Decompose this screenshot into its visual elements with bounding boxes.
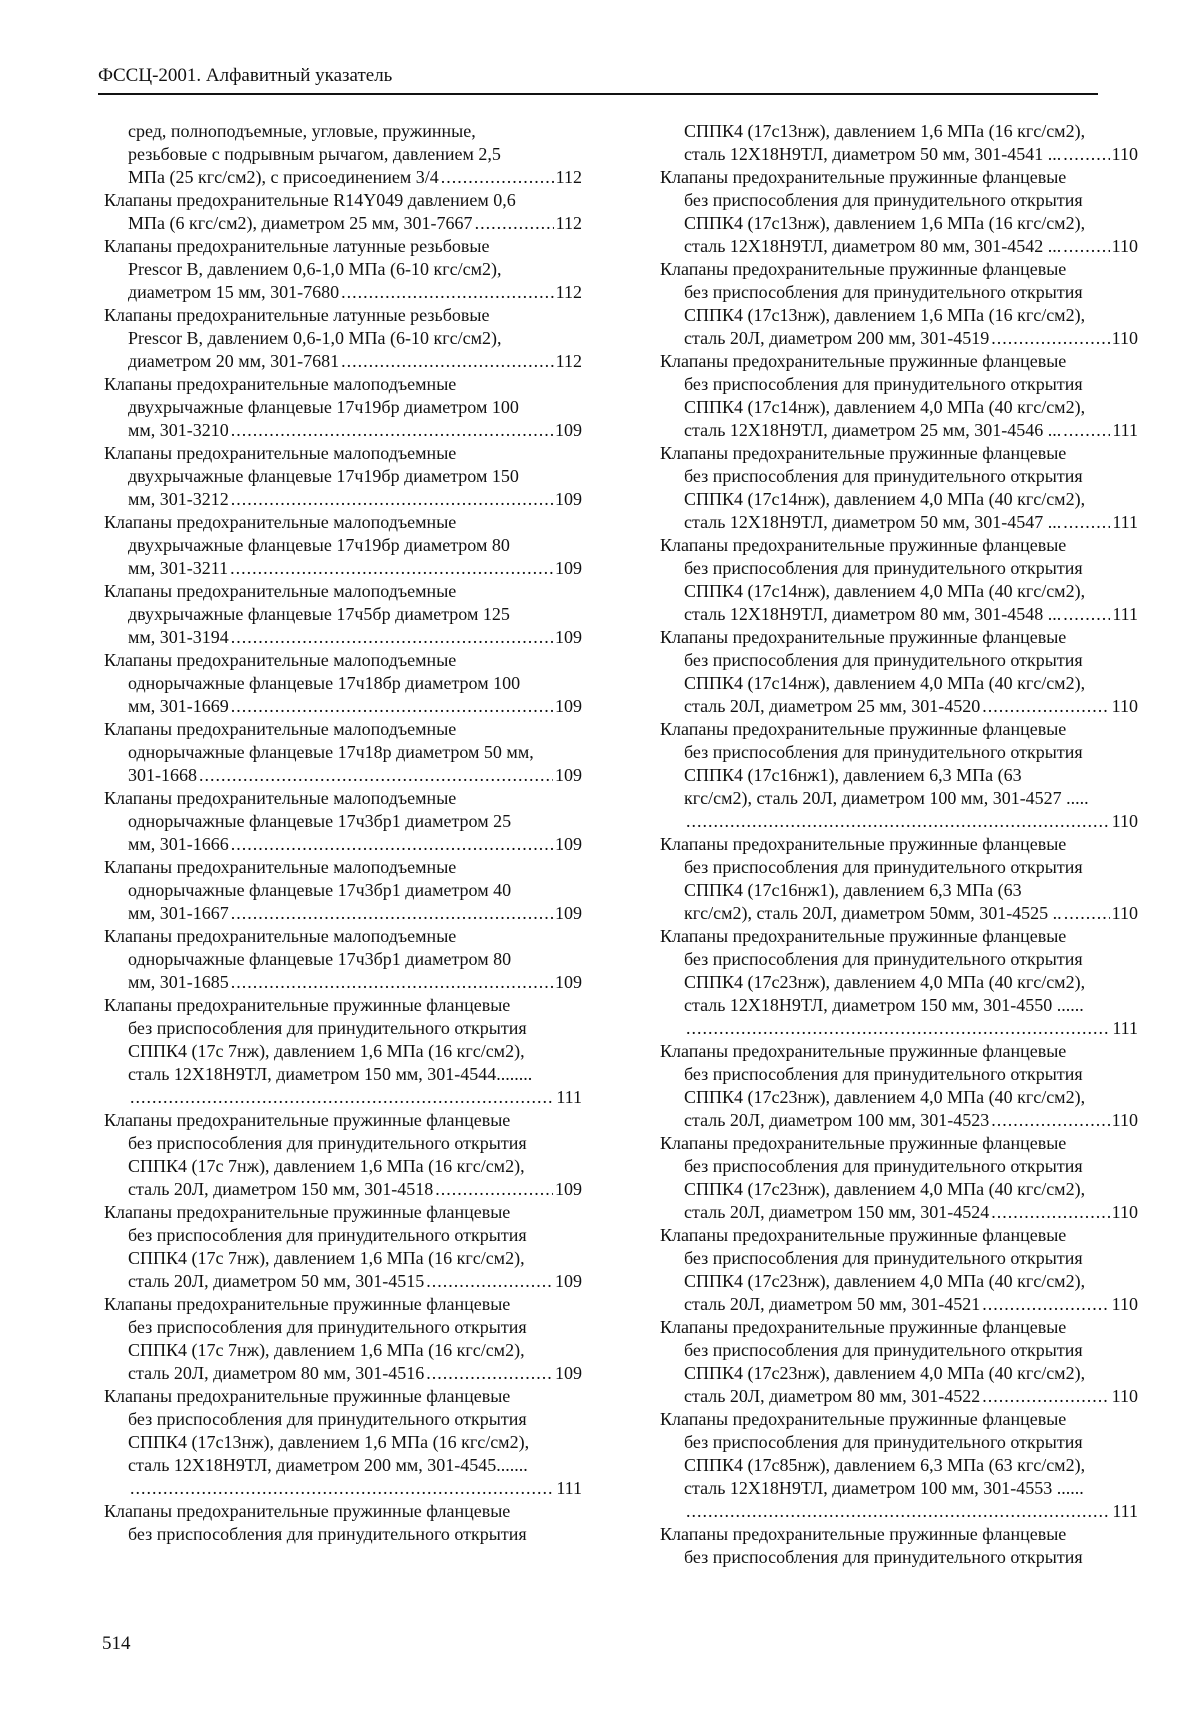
leader-dots — [341, 281, 554, 304]
entry-text: сталь 20Л, диаметром 150 мм, 301-4524 — [684, 1202, 990, 1222]
entry-page-number: 111 — [556, 1087, 582, 1107]
entry-line: Клапаны предохранительные пружинные фланцевые — [660, 1317, 1067, 1337]
entry-line-with-page — [104, 281, 582, 304]
entry-page-number: 109 — [555, 765, 582, 785]
leader-dots — [686, 810, 1110, 833]
index-entry — [660, 166, 1138, 258]
entry-line-with-page — [660, 235, 1138, 258]
entry-line: без приспособления для принудительного открытия — [684, 1156, 1083, 1176]
entry-line: СППК4 (17с 7нж), давлением 1,6 МПа (16 кгс/см2), — [128, 1041, 525, 1061]
entry-line: двухрычажные фланцевые 17ч19бр диаметром 100 — [128, 397, 519, 417]
entry-page-number: 112 — [555, 351, 582, 371]
entry-line-with-page — [660, 695, 1138, 718]
entry-text: мм, 301-1666 — [128, 834, 229, 854]
entry-page-number: 109 — [555, 420, 582, 440]
leader-dots — [231, 488, 553, 511]
entry-line-with-page — [104, 1086, 582, 1109]
leader-dots — [230, 557, 553, 580]
index-entry — [660, 1224, 1138, 1316]
entry-text: сталь 12Х18Н9ТЛ, диаметром 50 мм, 301-4541 ... — [684, 144, 1062, 164]
entry-text: сталь 20Л, диаметром 80 мм, 301-4522 — [684, 1386, 981, 1406]
entry-page-number: 110 — [1111, 903, 1138, 923]
index-column-right — [660, 120, 1138, 1569]
leader-dots — [686, 1500, 1110, 1523]
entry-line: Клапаны предохранительные пружинные фланцевые — [660, 1524, 1067, 1544]
leader-dots — [426, 1362, 553, 1385]
index-entry — [104, 718, 582, 787]
entry-page-number: 109 — [555, 627, 582, 647]
entry-line: Клапаны предохранительные малоподъемные — [104, 857, 457, 877]
entry-line: СППК4 (17с85нж), давлением 6,3 МПа (63 кгс/см2), — [684, 1455, 1086, 1475]
entry-line: однорычажные фланцевые 17ч3бр1 диаметром 40 — [128, 880, 512, 900]
entry-line: без приспособления для принудительного открытия — [128, 1524, 527, 1544]
entry-page-number: 111 — [1112, 604, 1138, 624]
entry-line: Клапаны предохранительные малоподъемные — [104, 512, 457, 532]
entry-line: без приспособления для принудительного открытия — [684, 1432, 1083, 1452]
index-entry — [104, 580, 582, 649]
entry-line: однорычажные фланцевые 17ч18бр диаметром 100 — [128, 673, 521, 693]
entry-line: Клапаны предохранительные пружинные фланцевые — [660, 167, 1067, 187]
index-entry — [104, 304, 582, 373]
index-entry — [660, 1132, 1138, 1224]
leader-dots — [231, 626, 553, 649]
entry-text: сталь 20Л, диаметром 150 мм, 301-4518 — [128, 1179, 434, 1199]
entry-line-with-page — [660, 1109, 1138, 1132]
entry-line: Клапаны предохранительные пружинные фланцевые — [104, 1386, 511, 1406]
entry-page-number: 110 — [1111, 236, 1138, 256]
entry-line-with-page — [104, 626, 582, 649]
entry-line: без приспособления для принудительного открытия — [684, 857, 1083, 877]
entry-line: Клапаны предохранительные пружинные фланцевые — [104, 1202, 511, 1222]
entry-text: МПа (25 кгс/см2), с присоединением 3/4 — [128, 167, 439, 187]
header-rule — [98, 93, 1098, 95]
entry-line: кгс/см2), сталь 20Л, диаметром 100 мм, 301-4527 ..... — [684, 788, 1089, 808]
entry-line: Клапаны предохранительные пружинные фланцевые — [660, 834, 1067, 854]
entry-line: СППК4 (17с13нж), давлением 1,6 МПа (16 кгс/см2), — [128, 1432, 530, 1452]
index-entry — [104, 442, 582, 511]
index-entry — [104, 787, 582, 856]
entry-page-number: 109 — [555, 972, 582, 992]
entry-line: СППК4 (17с13нж), давлением 1,6 МПа (16 кгс/см2), — [684, 213, 1086, 233]
entry-page-number: 110 — [1111, 811, 1138, 831]
index-entry — [104, 189, 582, 235]
entry-line: Клапаны предохранительные пружинные фланцевые — [104, 995, 511, 1015]
leader-dots — [231, 971, 553, 994]
entry-line-with-page — [104, 1477, 582, 1500]
entry-text: сталь 20Л, диаметром 25 мм, 301-4520 — [684, 696, 981, 716]
leader-dots — [1064, 902, 1110, 925]
index-entry — [660, 718, 1138, 833]
entry-line: без приспособления для принудительного открытия — [684, 190, 1083, 210]
entry-line-with-page — [104, 488, 582, 511]
entry-text: сталь 20Л, диаметром 80 мм, 301-4516 — [128, 1363, 425, 1383]
page-number: 514 — [102, 1633, 131, 1654]
entry-line-with-page — [104, 350, 582, 373]
entry-line: СППК4 (17с14нж), давлением 4,0 МПа (40 кгс/см2), — [684, 673, 1086, 693]
entry-line: СППК4 (17с14нж), давлением 4,0 МПа (40 кгс/см2), — [684, 581, 1086, 601]
entry-line: Prescor B, давлением 0,6-1,0 МПа (6-10 кгс/см2), — [128, 328, 502, 348]
entry-page-number: 111 — [1112, 420, 1138, 440]
entry-page-number: 111 — [1112, 512, 1138, 532]
entry-line-with-page — [104, 902, 582, 925]
leader-dots — [475, 212, 554, 235]
leader-dots — [1063, 511, 1110, 534]
leader-dots — [982, 1293, 1109, 1316]
entry-line: без приспособления для принудительного открытия — [684, 1547, 1083, 1567]
entry-line: Клапаны предохранительные R14Y049 давлением 0,6 — [104, 190, 516, 210]
entry-line: однорычажные фланцевые 17ч3бр1 диаметром 25 — [128, 811, 512, 831]
entry-line: без приспособления для принудительного открытия — [128, 1409, 527, 1429]
index-entry — [104, 1385, 582, 1500]
entry-line: без приспособления для принудительного открытия — [128, 1317, 527, 1337]
index-entry — [104, 373, 582, 442]
entry-line: без приспособления для принудительного открытия — [684, 1064, 1083, 1084]
entry-line: Клапаны предохранительные пружинные фланцевые — [660, 259, 1067, 279]
entry-line: Клапаны предохранительные пружинные фланцевые — [660, 1133, 1067, 1153]
entry-page-number: 110 — [1111, 1386, 1138, 1406]
entry-line: Клапаны предохранительные пружинные фланцевые — [104, 1294, 511, 1314]
entry-line-with-page — [660, 511, 1138, 534]
leader-dots — [686, 1017, 1110, 1040]
entry-line: СППК4 (17с14нж), давлением 4,0 МПа (40 кгс/см2), — [684, 397, 1086, 417]
entry-line: Клапаны предохранительные латунные резьбовые — [104, 305, 490, 325]
index-entry — [660, 120, 1138, 166]
entry-page-number: 109 — [555, 834, 582, 854]
entry-line-with-page — [104, 1178, 582, 1201]
entry-line: без приспособления для принудительного открытия — [684, 282, 1083, 302]
entry-line-with-page — [660, 603, 1138, 626]
leader-dots — [991, 327, 1109, 350]
entry-line-with-page — [660, 1201, 1138, 1224]
index-entry — [104, 511, 582, 580]
entry-line-with-page — [660, 143, 1138, 166]
entry-line: двухрычажные фланцевые 17ч19бр диаметром 150 — [128, 466, 519, 486]
entry-page-number: 109 — [555, 558, 582, 578]
leader-dots — [1063, 419, 1110, 442]
entry-text: сталь 12Х18Н9ТЛ, диаметром 80 мм, 301-4542 ... — [684, 236, 1062, 256]
entry-line: сталь 12Х18Н9ТЛ, диаметром 200 мм, 301-4545....... — [128, 1455, 528, 1475]
entry-page-number: 111 — [1112, 1018, 1138, 1038]
entry-page-number: 110 — [1111, 328, 1138, 348]
running-header: ФССЦ-2001. Алфавитный указатель — [98, 65, 393, 86]
entry-line: двухрычажные фланцевые 17ч19бр диаметром 80 — [128, 535, 510, 555]
index-entry — [104, 994, 582, 1109]
entry-text: сталь 20Л, диаметром 50 мм, 301-4515 — [128, 1271, 425, 1291]
entry-line: Клапаны предохранительные малоподъемные — [104, 788, 457, 808]
entry-line-with-page — [660, 1385, 1138, 1408]
index-entry — [104, 925, 582, 994]
leader-dots — [130, 1086, 554, 1109]
entry-text: сталь 12Х18Н9ТЛ, диаметром 50 мм, 301-4547 ... — [684, 512, 1062, 532]
entry-line-with-page — [104, 1362, 582, 1385]
leader-dots — [441, 166, 554, 189]
entry-text: мм, 301-3212 — [128, 489, 229, 509]
leader-dots — [199, 764, 553, 787]
entry-text: мм, 301-1685 — [128, 972, 229, 992]
index-entry — [660, 1040, 1138, 1132]
index-entry — [104, 120, 582, 189]
entry-page-number: 111 — [1112, 1501, 1138, 1521]
index-entry — [660, 833, 1138, 925]
index-entry — [104, 1201, 582, 1293]
leader-dots — [991, 1109, 1109, 1132]
index-entry — [104, 1293, 582, 1385]
index-entry — [104, 649, 582, 718]
index-entry — [660, 1316, 1138, 1408]
leader-dots — [231, 695, 553, 718]
leader-dots — [991, 1201, 1109, 1224]
entry-line-with-page — [660, 327, 1138, 350]
entry-page-number: 110 — [1111, 1294, 1138, 1314]
entry-page-number: 112 — [555, 167, 582, 187]
entry-text: мм, 301-3210 — [128, 420, 229, 440]
entry-line: СППК4 (17с23нж), давлением 4,0 МПа (40 кгс/см2), — [684, 1271, 1086, 1291]
entry-text: мм, 301-3194 — [128, 627, 229, 647]
entry-line: СППК4 (17с23нж), давлением 4,0 МПа (40 кгс/см2), — [684, 1087, 1086, 1107]
entry-line: без приспособления для принудительного открытия — [684, 466, 1083, 486]
entry-page-number: 109 — [555, 696, 582, 716]
entry-line: СППК4 (17с23нж), давлением 4,0 МПа (40 кгс/см2), — [684, 972, 1086, 992]
entry-text: МПа (6 кгс/см2), диаметром 25 мм, 301-7667 — [128, 213, 473, 233]
entry-text: мм, 301-3211 — [128, 558, 229, 578]
entry-line-with-page — [104, 557, 582, 580]
leader-dots — [982, 1385, 1109, 1408]
entry-text: 301-1668 — [128, 765, 197, 785]
entry-page-number: 110 — [1111, 696, 1138, 716]
leader-dots — [435, 1178, 553, 1201]
entry-page-number: 111 — [556, 1478, 582, 1498]
entry-line: СППК4 (17с16нж1), давлением 6,3 МПа (63 — [684, 880, 1022, 900]
entry-line: Клапаны предохранительные пружинные фланцевые — [660, 1225, 1067, 1245]
index-entry — [104, 856, 582, 925]
leader-dots — [341, 350, 554, 373]
leader-dots — [231, 419, 553, 442]
entry-line: без приспособления для принудительного открытия — [684, 949, 1083, 969]
entry-line: Клапаны предохранительные пружинные фланцевые — [660, 1409, 1067, 1429]
entry-line: СППК4 (17с 7нж), давлением 1,6 МПа (16 кгс/см2), — [128, 1248, 525, 1268]
entry-line-with-page — [104, 833, 582, 856]
entry-text: сталь 12Х18Н9ТЛ, диаметром 80 мм, 301-4548 ... — [684, 604, 1062, 624]
entry-line: сталь 12Х18Н9ТЛ, диаметром 150 мм, 301-4550 ...... — [684, 995, 1084, 1015]
index-entry — [104, 1500, 582, 1546]
entry-line: резьбовые с подрывным рычагом, давлением 2,5 — [128, 144, 501, 164]
entry-page-number: 112 — [555, 282, 582, 302]
entry-line: Клапаны предохранительные пружинные фланцевые — [660, 926, 1067, 946]
entry-line: без приспособления для принудительного открытия — [128, 1225, 527, 1245]
entry-page-number: 110 — [1111, 144, 1138, 164]
leader-dots — [1063, 235, 1109, 258]
entry-line-with-page — [660, 810, 1138, 833]
entry-line: Клапаны предохранительные пружинные фланцевые — [660, 351, 1067, 371]
entry-line-with-page — [104, 1270, 582, 1293]
entry-line: сталь 12Х18Н9ТЛ, диаметром 150 мм, 301-4544........ — [128, 1064, 533, 1084]
entry-line-with-page — [104, 971, 582, 994]
entry-text: диаметром 20 мм, 301-7681 — [128, 351, 340, 371]
entry-line: без приспособления для принудительного открытия — [684, 374, 1083, 394]
entry-line-with-page — [104, 764, 582, 787]
entry-line: СППК4 (17с23нж), давлением 4,0 МПа (40 кгс/см2), — [684, 1363, 1086, 1383]
entry-line: Клапаны предохранительные пружинные фланцевые — [660, 627, 1067, 647]
index-entry — [660, 258, 1138, 350]
entry-line: СППК4 (17с 7нж), давлением 1,6 МПа (16 кгс/см2), — [128, 1340, 525, 1360]
entry-text: сталь 20Л, диаметром 100 мм, 301-4523 — [684, 1110, 990, 1130]
entry-line: Клапаны предохранительные пружинные фланцевые — [660, 719, 1067, 739]
leader-dots — [1063, 603, 1110, 626]
entry-line-with-page — [660, 902, 1138, 925]
entry-page-number: 109 — [555, 1271, 582, 1291]
entry-line: без приспособления для принудительного открытия — [128, 1133, 527, 1153]
entry-line: однорычажные фланцевые 17ч18р диаметром 50 мм, — [128, 742, 534, 762]
entry-text: мм, 301-1669 — [128, 696, 229, 716]
entry-page-number: 109 — [555, 489, 582, 509]
entry-line: без приспособления для принудительного открытия — [684, 558, 1083, 578]
entry-line-with-page — [104, 419, 582, 442]
entry-line: без приспособления для принудительного открытия — [684, 650, 1083, 670]
entry-line-with-page — [104, 212, 582, 235]
index-entry — [660, 442, 1138, 534]
entry-text: сталь 12Х18Н9ТЛ, диаметром 25 мм, 301-4546 ... — [684, 420, 1062, 440]
leader-dots — [426, 1270, 553, 1293]
entry-text: кгс/см2), сталь 20Л, диаметром 50мм, 301-4525 .. — [684, 903, 1062, 923]
entry-line: Клапаны предохранительные малоподъемные — [104, 650, 457, 670]
entry-page-number: 112 — [555, 213, 582, 233]
entry-line-with-page — [660, 1293, 1138, 1316]
entry-line: Клапаны предохранительные пружинные фланцевые — [660, 535, 1067, 555]
entry-text: сталь 20Л, диаметром 200 мм, 301-4519 — [684, 328, 990, 348]
entry-line-with-page — [660, 1017, 1138, 1040]
index-entry — [660, 1523, 1138, 1569]
entry-line-with-page — [660, 419, 1138, 442]
entry-line: без приспособления для принудительного открытия — [684, 1340, 1083, 1360]
entry-line-with-page — [104, 695, 582, 718]
entry-line-with-page — [104, 166, 582, 189]
leader-dots — [231, 833, 553, 856]
entry-line: СППК4 (17с13нж), давлением 1,6 МПа (16 кгс/см2), — [684, 121, 1086, 141]
entry-line: сталь 12Х18Н9ТЛ, диаметром 100 мм, 301-4553 ...... — [684, 1478, 1084, 1498]
leader-dots — [982, 695, 1109, 718]
entry-line: СППК4 (17с23нж), давлением 4,0 МПа (40 кгс/см2), — [684, 1179, 1086, 1199]
entry-line: Клапаны предохранительные малоподъемные — [104, 926, 457, 946]
leader-dots — [231, 902, 553, 925]
entry-line: Prescor B, давлением 0,6-1,0 МПа (6-10 кгс/см2), — [128, 259, 502, 279]
entry-line: СППК4 (17с16нж1), давлением 6,3 МПа (63 — [684, 765, 1022, 785]
entry-page-number: 109 — [555, 1363, 582, 1383]
index-entry — [660, 925, 1138, 1040]
entry-text: диаметром 15 мм, 301-7680 — [128, 282, 340, 302]
entry-page-number: 110 — [1111, 1202, 1138, 1222]
entry-page-number: 109 — [555, 1179, 582, 1199]
entry-line: без приспособления для принудительного открытия — [684, 742, 1083, 762]
entry-line: Клапаны предохранительные малоподъемные — [104, 581, 457, 601]
entry-line: Клапаны предохранительные пружинные фланцевые — [104, 1110, 511, 1130]
entry-text: мм, 301-1667 — [128, 903, 229, 923]
entry-line: СППК4 (17с 7нж), давлением 1,6 МПа (16 кгс/см2), — [128, 1156, 525, 1176]
entry-line: Клапаны предохранительные пружинные фланцевые — [104, 1501, 511, 1521]
entry-line: СППК4 (17с13нж), давлением 1,6 МПа (16 кгс/см2), — [684, 305, 1086, 325]
index-entry — [660, 1408, 1138, 1523]
entry-line: Клапаны предохранительные латунные резьбовые — [104, 236, 490, 256]
entry-line: Клапаны предохранительные малоподъемные — [104, 443, 457, 463]
entry-page-number: 109 — [555, 903, 582, 923]
index-entry — [660, 350, 1138, 442]
entry-line: Клапаны предохранительные малоподъемные — [104, 719, 457, 739]
entry-line: сред, полноподъемные, угловые, пружинные, — [128, 121, 476, 141]
entry-line: двухрычажные фланцевые 17ч5бр диаметром 125 — [128, 604, 510, 624]
entry-line: Клапаны предохранительные пружинные фланцевые — [660, 443, 1067, 463]
index-column-left — [104, 120, 582, 1546]
entry-line: без приспособления для принудительного открытия — [128, 1018, 527, 1038]
index-entry — [104, 1109, 582, 1201]
entry-text: сталь 20Л, диаметром 50 мм, 301-4521 — [684, 1294, 981, 1314]
index-entry — [104, 235, 582, 304]
entry-line: СППК4 (17с14нж), давлением 4,0 МПа (40 кгс/см2), — [684, 489, 1086, 509]
entry-page-number: 110 — [1111, 1110, 1138, 1130]
entry-line: без приспособления для принудительного открытия — [684, 1248, 1083, 1268]
entry-line-with-page — [660, 1500, 1138, 1523]
index-entry — [660, 534, 1138, 626]
entry-line: Клапаны предохранительные пружинные фланцевые — [660, 1041, 1067, 1061]
entry-line: Клапаны предохранительные малоподъемные — [104, 374, 457, 394]
entry-line: однорычажные фланцевые 17ч3бр1 диаметром 80 — [128, 949, 512, 969]
index-entry — [660, 626, 1138, 718]
leader-dots — [130, 1477, 554, 1500]
leader-dots — [1063, 143, 1109, 166]
